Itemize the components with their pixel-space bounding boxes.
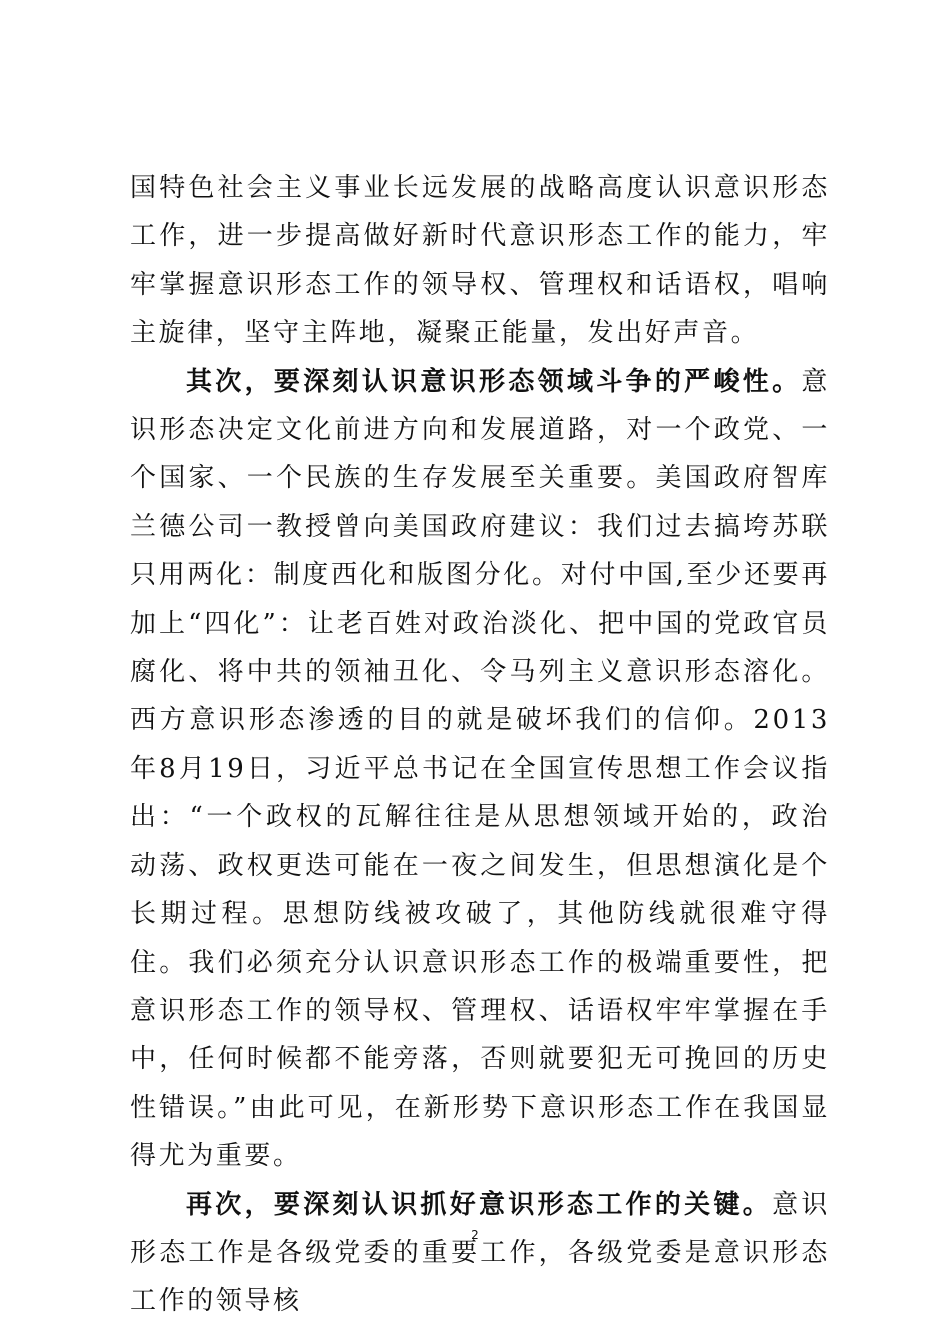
paragraph-lead-heading: 再次，要深刻认识抓好意识形态工作的关键。 — [186, 1189, 773, 1220]
page-number: 2 — [471, 1228, 479, 1242]
paragraph-lead-heading: 其次，要深刻认识意识形态领域斗争的严峻性。 — [186, 366, 802, 397]
document-body — [130, 164, 830, 1326]
paragraph-body-text: 意识形态工作是各级党委的重要工作，各级党委是意识形态工作的领导核 — [130, 1189, 830, 1317]
paragraph-body-text: 意识形态决定文化前进方向和发展道路，对一个政党、一个国家、一个民族的生存发展至关重要。美国政府智库兰德公司一教授曾向美国政府建议：我们过去搞垮苏联只用两化：制度西化和版图分化。对付中国,至少还要再加上“四化”：让老百姓对政治淡化、把中国的党政官员腐化、将中共的领袖丑化、令马列主义意识形态溶化。西方意识形态渗透的目的就是破坏我们的信仰。2013年8月19日，习近平总书记在全国宣传思想工作会议指出：“一个政权的瓦解往往是从思想领域开始的，政治动荡、政权更迭可能在一夜之间发生，但思想演化是个长期过程。思想防线被攻破了，其他防线就很难守得住。我们必须充分认识意识形态工作的极端重要性，把意识形态工作的领导权、管理权、话语权牢牢掌握在手中，任何时候都不能旁落，否则就要犯无可挽回的历史性错误。”由此可见，在新形势下意识形态工作在我国显得尤为重要。 — [130, 366, 830, 1172]
paragraph-key-points — [130, 1181, 830, 1326]
paragraph-body-text: 国特色社会主义事业长远发展的战略高度认识意识形态工作，进一步提高做好新时代意识形态工作的能力，牢牢掌握意识形态工作的领导权、管理权和话语权，唱响主旋律，坚守主阵地，凝聚正能量，发出好声音。 — [130, 173, 830, 349]
paragraph-severity — [130, 358, 830, 1181]
paragraph-continuation — [130, 164, 830, 358]
